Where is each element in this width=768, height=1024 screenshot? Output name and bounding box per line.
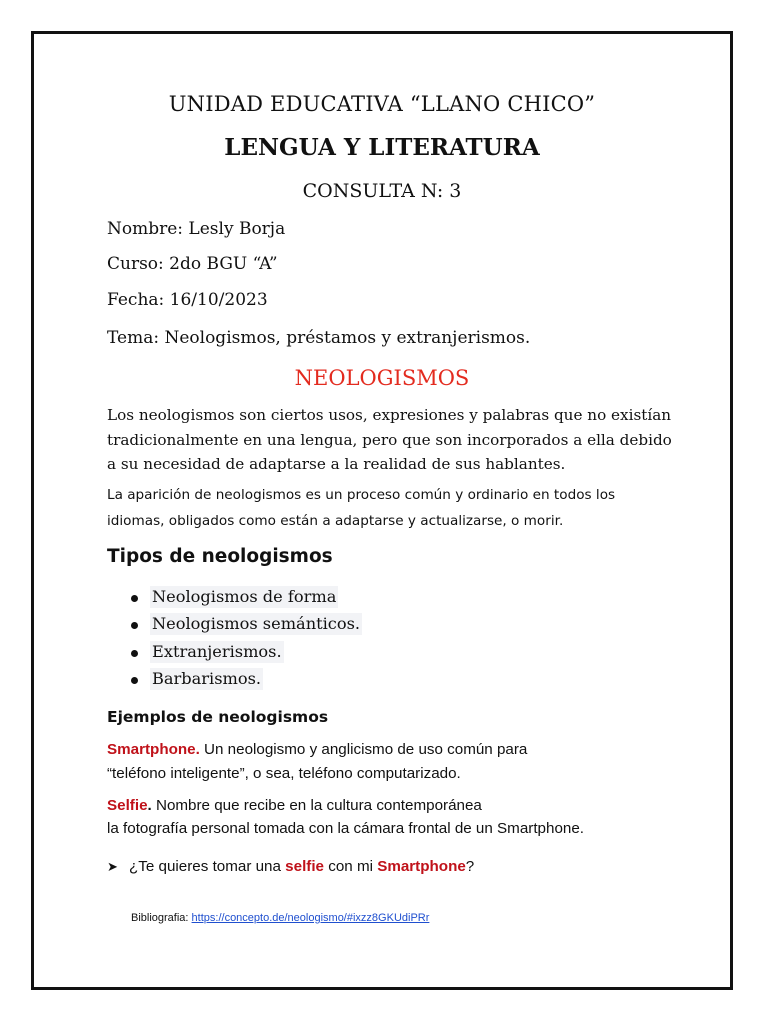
consulta-number: CONSULTA N: 3 <box>302 180 462 202</box>
bullet-icon <box>131 595 138 602</box>
list-item-text: Neologismos semánticos. <box>152 614 361 633</box>
list-item-text: Extranjerismos. <box>152 642 282 661</box>
paragraph-line: idiomas, obligados como están a adaptarse y actualizarse, o morir. <box>107 513 564 529</box>
student-name: Nombre: Lesly Borja <box>107 219 286 239</box>
arrow-bullet-icon: ➤ <box>107 859 118 874</box>
question-text: ? <box>465 858 475 875</box>
example-term: Smartphone. <box>107 741 200 758</box>
question-text: ¿Te quieres tomar una <box>129 858 286 875</box>
paragraph-line: tradicionalmente en una lengua, pero que son incorporados a ella debido <box>107 431 672 449</box>
example-text: Un neologismo y anglicismo de uso común para <box>199 741 528 758</box>
example-text: la fotografía personal tomada con la cámara frontal de un Smartphone. <box>107 820 585 837</box>
example-text: Nombre que recibe en la cultura contemporánea <box>151 797 482 814</box>
example-term-dot: . <box>147 797 152 814</box>
page-border <box>31 31 733 990</box>
question-text: con mi <box>324 858 378 875</box>
bibliography-label: Bibliografia: <box>131 912 192 924</box>
example-term: Selfie <box>107 797 148 814</box>
example-smartphone-line <box>107 741 527 758</box>
bullet-icon <box>131 622 138 629</box>
example-question <box>107 858 474 875</box>
question-highlight: selfie <box>285 858 325 875</box>
paragraph-line: a su necesidad de adaptarse a la realidad de sus hablantes. <box>107 455 566 473</box>
date-field: Fecha: 16/10/2023 <box>107 290 268 310</box>
paragraph-line: Los neologismos son ciertos usos, expresiones y palabras que no existían <box>107 406 672 424</box>
list-item-text: Barbarismos. <box>152 669 262 688</box>
subject-title: LENGUA Y LITERATURA <box>224 134 540 161</box>
topic-field: Tema: Neologismos, préstamos y extranjerismos. <box>107 328 531 348</box>
example-text: “teléfono inteligente”, o sea, teléfono computarizado. <box>107 765 461 782</box>
bibliography-link[interactable]: https://concepto.de/neologismo/#ixzz8GKUdiPRr <box>191 912 430 924</box>
bibliography <box>131 912 429 924</box>
bullet-icon <box>131 650 138 657</box>
paragraph-line: La aparición de neologismos es un proceso común y ordinario en todos los <box>107 487 616 503</box>
bullet-icon <box>131 677 138 684</box>
types-heading: Tipos de neologismos <box>107 546 333 567</box>
list-item-text: Neologismos de forma <box>152 587 337 606</box>
section-heading: NEOLOGISMOS <box>294 366 470 390</box>
question-highlight: Smartphone <box>377 858 466 875</box>
school-name: UNIDAD EDUCATIVA “LLANO CHICO” <box>168 92 596 116</box>
example-selfie-line <box>107 797 482 814</box>
student-course: Curso: 2do BGU “A” <box>107 254 278 274</box>
examples-heading: Ejemplos de neologismos <box>107 708 329 726</box>
